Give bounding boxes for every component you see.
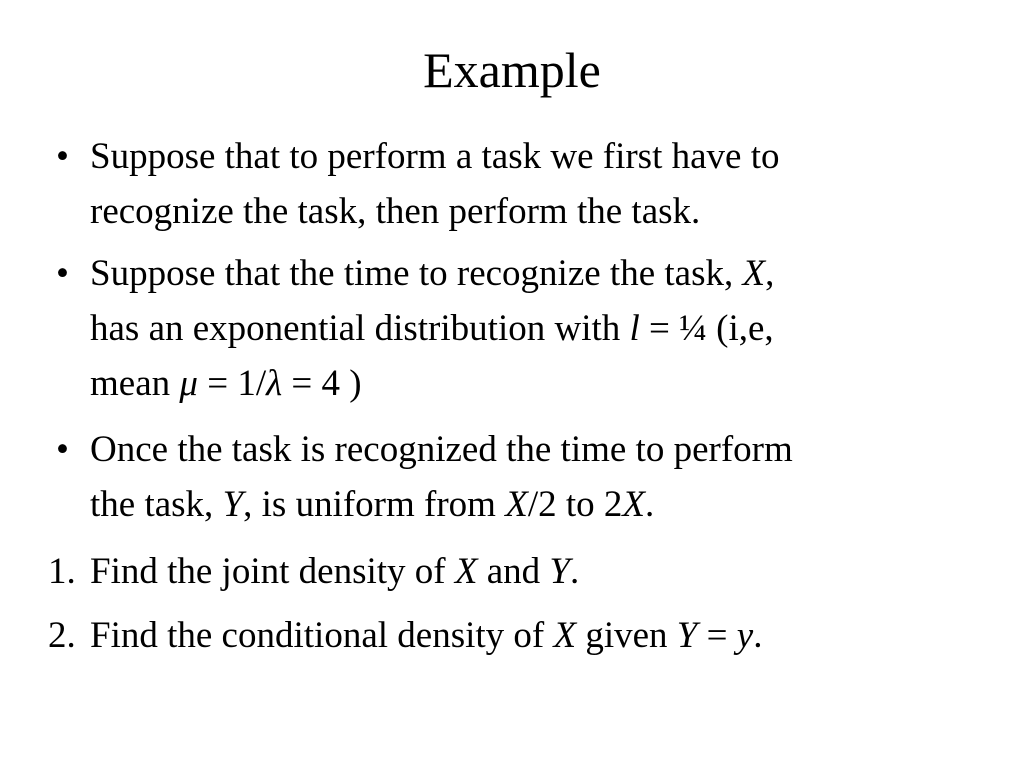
bullet-text bbox=[90, 129, 990, 239]
text-run: and bbox=[477, 551, 550, 592]
text-run: = 1/ bbox=[197, 363, 267, 404]
numbered-text bbox=[90, 608, 990, 663]
variable-l: l bbox=[629, 308, 640, 349]
text-run: . bbox=[569, 551, 580, 592]
bullet-line bbox=[90, 301, 990, 356]
bullet-line bbox=[90, 246, 990, 301]
variable-x: X bbox=[505, 484, 528, 525]
item-number: 2. bbox=[48, 615, 76, 656]
text-run: . bbox=[753, 615, 763, 656]
text-run: . bbox=[644, 484, 655, 525]
symbol-mu: μ bbox=[179, 363, 198, 404]
numbered-line bbox=[90, 608, 990, 663]
variable-x: X bbox=[622, 484, 645, 525]
bullet-line: recognize the task, then perform the task. bbox=[90, 191, 701, 232]
variable-y-lower: y bbox=[736, 615, 754, 656]
text-run: , is uniform from bbox=[243, 484, 506, 525]
symbol-lambda: λ bbox=[266, 363, 283, 404]
bullet-text bbox=[90, 422, 990, 532]
bullet-symbol: • bbox=[56, 136, 69, 177]
text-run: given bbox=[576, 615, 677, 656]
variable-x: X bbox=[553, 615, 577, 656]
variable-x: X bbox=[742, 253, 766, 294]
text-run: Find the conditional density of bbox=[90, 615, 554, 656]
bullet-line: Once the task is recognized the time to perform bbox=[90, 429, 793, 470]
text-run: = bbox=[697, 615, 737, 656]
text-run: Find the joint density of bbox=[90, 551, 455, 592]
bullet-symbol: • bbox=[56, 253, 69, 294]
variable-x: X bbox=[454, 551, 478, 592]
bullet-line: Suppose that to perform a task we first have to bbox=[90, 136, 780, 177]
text-run: = ¼ (i,e, bbox=[639, 308, 774, 349]
text-run: , bbox=[765, 253, 775, 294]
bullet-symbol: • bbox=[56, 429, 69, 470]
text-run: has an exponential distribution with bbox=[90, 308, 630, 349]
text-run: /2 to 2 bbox=[527, 484, 623, 525]
variable-y: Y bbox=[676, 615, 698, 656]
bullet-line bbox=[90, 477, 990, 532]
item-number: 1. bbox=[48, 551, 76, 592]
text-run: = 4 ) bbox=[282, 363, 362, 404]
numbered-line bbox=[90, 544, 990, 599]
variable-y: Y bbox=[222, 484, 244, 525]
text-run: mean bbox=[90, 363, 180, 404]
variable-y: Y bbox=[549, 551, 570, 592]
bullet-text bbox=[90, 246, 990, 411]
slide-title: Example bbox=[423, 42, 601, 98]
text-run: Suppose that the time to recognize the task, bbox=[90, 253, 743, 294]
numbered-text bbox=[90, 544, 990, 599]
bullet-line bbox=[90, 356, 990, 411]
text-run: the task, bbox=[90, 484, 223, 525]
